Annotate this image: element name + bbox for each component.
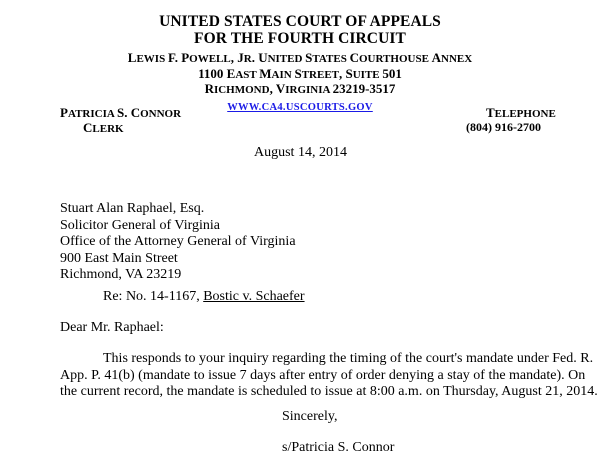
telephone-number: (804) 916-2700 xyxy=(466,120,541,134)
small-caps-capital: , V xyxy=(269,81,286,96)
addressee-line: 900 East Main Street xyxy=(60,250,178,266)
small-caps-rest: AIN xyxy=(271,69,295,81)
case-name: Bostic v. Schaefer xyxy=(203,289,305,304)
courthouse-annex-text xyxy=(127,50,473,65)
small-caps-rest: IRGINIA xyxy=(285,84,333,96)
small-caps-capital: S xyxy=(305,50,313,65)
small-caps-rest: TATES xyxy=(312,53,350,65)
small-caps-capital: R xyxy=(204,81,214,96)
addressee-line: Solicitor General of Virginia xyxy=(60,217,220,233)
paragraph-line: This responds to your inquiry regarding the timing of the court's mandate under Fed. R. xyxy=(103,351,594,366)
small-caps-rest: TREET xyxy=(301,69,339,81)
small-caps-capital: T xyxy=(486,105,495,120)
closing: Sincerely, xyxy=(282,409,338,424)
telephone-label-text xyxy=(486,105,556,120)
body-paragraph xyxy=(60,351,598,401)
re-prefix: Re: No. 14-1167, xyxy=(103,289,204,304)
clerk-name-text xyxy=(60,105,182,120)
small-caps-rest: ATRICIA xyxy=(67,108,117,120)
small-caps-rest: ELEPHONE xyxy=(494,108,556,120)
small-caps-capital: S. C xyxy=(116,105,141,120)
small-caps-capital: L xyxy=(127,50,137,65)
small-caps-rest: ICHMOND xyxy=(213,84,270,96)
small-caps-capital: 501 xyxy=(382,66,402,81)
small-caps-rest: ONNOR xyxy=(140,108,182,120)
addressee-block xyxy=(60,201,296,284)
small-caps-capital: C xyxy=(83,120,93,135)
small-caps-capital: F. P xyxy=(167,50,190,65)
small-caps-capital: . U xyxy=(251,50,268,65)
small-caps-capital: 23219-3517 xyxy=(332,81,396,96)
small-caps-capital: C xyxy=(349,50,359,65)
small-caps-rest: UITE xyxy=(352,69,383,81)
small-caps-rest: OWELL xyxy=(189,53,231,65)
signature: s/Patricia S. Connor xyxy=(282,440,395,455)
clerk-title-text xyxy=(83,120,124,135)
paragraph-line: the current record, the mandate is scheduled to issue at 8:00 a.m. on Thursday, August 21, 2014. xyxy=(60,384,598,399)
small-caps-capital: S xyxy=(294,66,302,81)
re-line xyxy=(103,289,305,305)
court-circuit: FOR THE FOURTH CIRCUIT xyxy=(194,30,406,47)
small-caps-capital: , S xyxy=(339,66,353,81)
addressee-line: Stuart Alan Raphael, Esq. xyxy=(60,201,205,216)
small-caps-capital: P xyxy=(60,105,68,120)
small-caps-rest: LERK xyxy=(92,123,124,135)
small-caps-rest: EWIS xyxy=(136,53,168,65)
small-caps-rest: OURTHOUSE xyxy=(359,53,432,65)
courthouse-annex xyxy=(0,50,600,66)
court-city-text xyxy=(204,81,396,96)
addressee-line: Office of the Attorney General of Virginia xyxy=(60,234,296,249)
small-caps-rest: NITED xyxy=(267,53,306,65)
small-caps-rest: NNEX xyxy=(441,53,473,65)
court-street-address xyxy=(0,66,600,82)
clerk-name xyxy=(60,105,181,121)
small-caps-rest: R xyxy=(243,53,252,65)
salutation: Dear Mr. Raphael: xyxy=(60,320,164,335)
small-caps-capital: 1100 E xyxy=(198,66,236,81)
court-name: UNITED STATES COURT OF APPEALS xyxy=(159,13,441,30)
telephone-label xyxy=(486,105,556,121)
court-city-address xyxy=(0,81,600,97)
clerk-title xyxy=(83,120,124,136)
paragraph-line: App. P. 41(b) (mandate to issue 7 days after entry of order denying a stay of the mandate). On xyxy=(60,367,586,383)
court-street-text xyxy=(198,66,402,81)
letter-date: August 14, 2014 xyxy=(254,145,347,160)
small-caps-capital: A xyxy=(431,50,442,65)
addressee-line: Richmond, VA 23219 xyxy=(60,267,182,282)
small-caps-capital: , J xyxy=(230,50,244,65)
small-caps-rest: AST xyxy=(235,69,260,81)
court-website-link[interactable]: WWW.CA4.USCOURTS.GOV xyxy=(227,102,373,113)
small-caps-capital: M xyxy=(259,66,272,81)
